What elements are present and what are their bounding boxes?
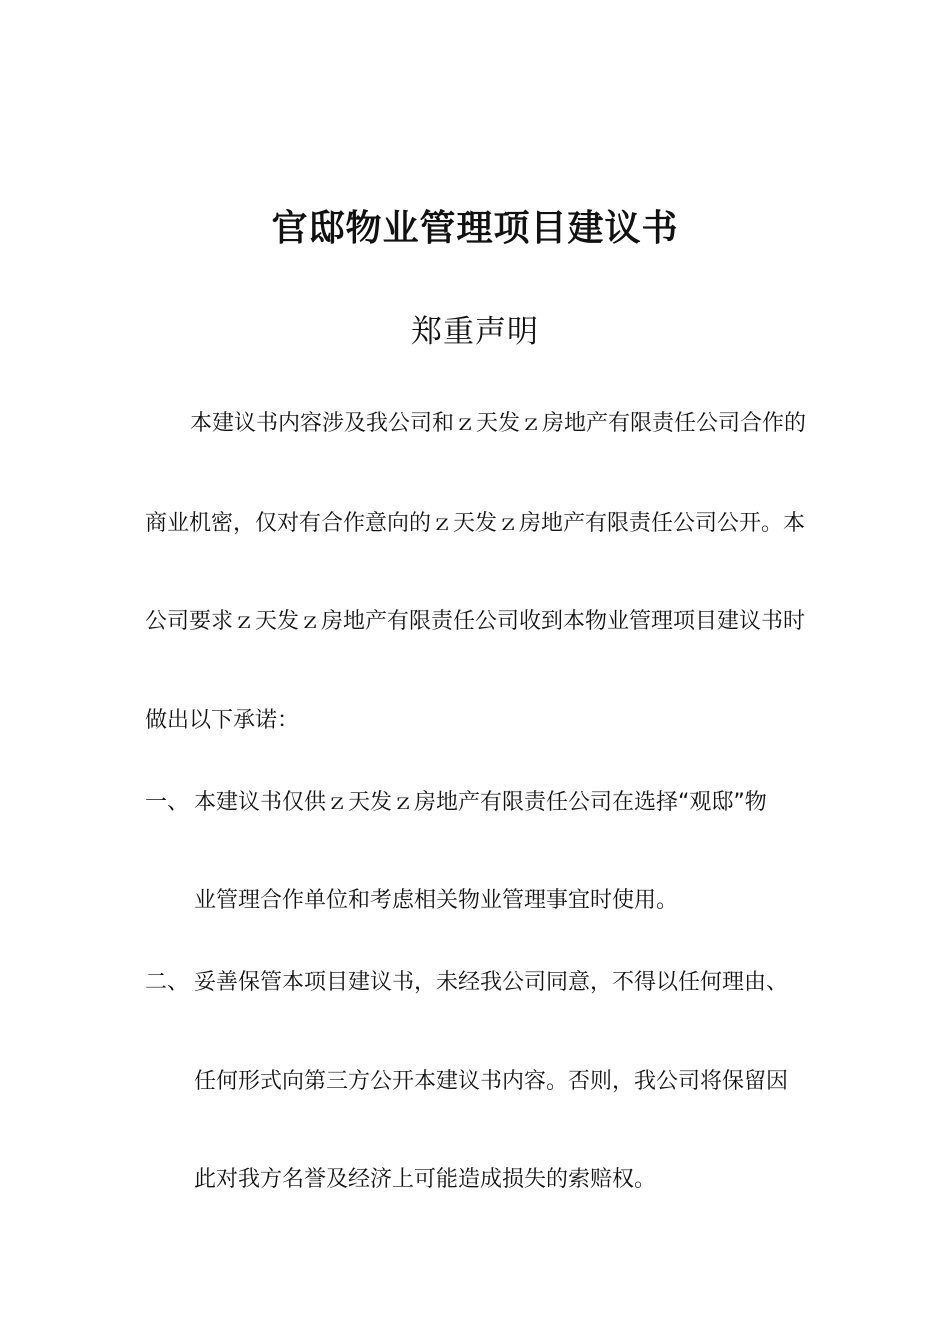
list-item-number: 二、 (145, 970, 190, 995)
intro-line: 商业机密，仅对有合作意向的ｚ天发ｚ房地产有限责任公司公开。本 (145, 511, 806, 536)
list-item-number: 一、 (145, 790, 190, 815)
list-item-line: 任何形式向第三方公开本建议书内容。否则，我公司将保留因 (194, 1069, 789, 1094)
intro-line: 做出以下承诺： (145, 708, 300, 733)
declaration-heading: 郑重声明 (411, 314, 539, 350)
intro-line: 本建议书内容涉及我公司和ｚ天发ｚ房地产有限责任公司合作的 (190, 411, 807, 436)
document-title: 官邸物业管理项目建议书 (271, 208, 679, 249)
list-item-line: 妥善保管本项目建议书，未经我公司同意，不得以任何理由、 (194, 970, 789, 995)
intro-line: 公司要求ｚ天发ｚ房地产有限责任公司收到本物业管理项目建议书时 (145, 609, 806, 634)
list-item-line: 本建议书仅供ｚ天发ｚ房地产有限责任公司在选择“观邸”物 (194, 790, 767, 815)
list-item-line: 此对我方名誉及经济上可能造成损失的索赔权。 (194, 1167, 657, 1192)
list-item-line: 业管理合作单位和考虑相关物业管理事宜时使用。 (194, 888, 679, 913)
